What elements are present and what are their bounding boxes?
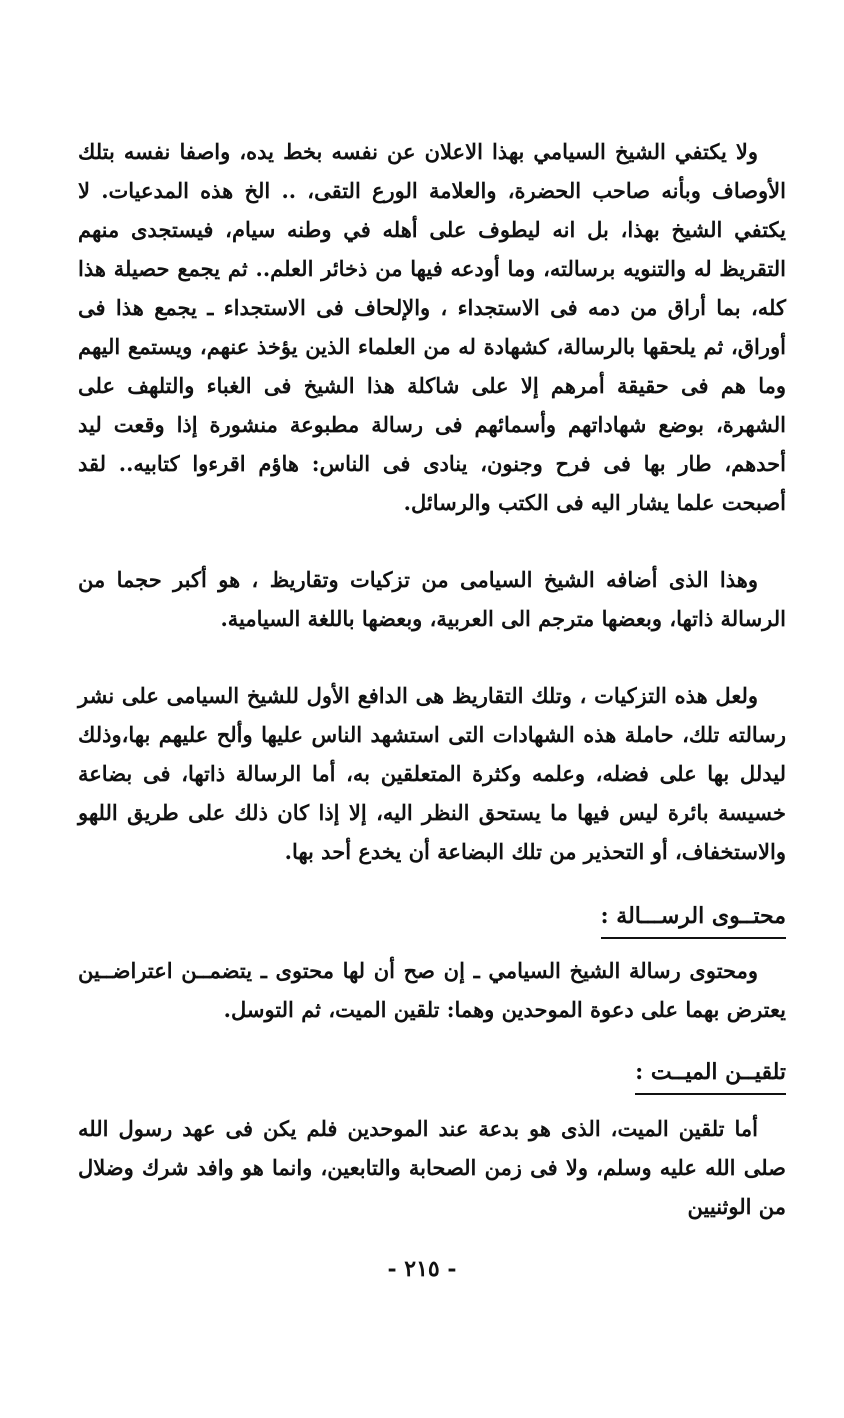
paragraph-2: وهذا الذى أضافه الشيخ السيامى من تزكيات وتقاريظ ، هو أكبر حجما من الرسالة ذاتها، وبعضها مترجم الى العربية، وبعضها باللغة السيامية. [78,567,786,631]
section-talqin-text: أما تلقين الميت، الذى هو بدعة عند الموحدين فلم يكن فى عهد رسول الله صلى الله عليه وسلم، ولا فى زمن الصحابة والتابعين، وانما هو وافد شرك وضلال من الوثنيين [78,1116,786,1219]
paragraph-1: ولا يكتفي الشيخ السيامي بهذا الاعلان عن نفسه بخط يده، واصفا نفسه بتلك الأوصاف وبأنه صاحب الحضرة، والعلامة الورع التقى، .. الخ هذه المدعيات. لا يكتفي الشيخ بهذا، بل انه ليطوف على أهله في وطنه سيام، فيستجدى منهم التقريظ له والتنويه برسالته، وما أودعه فيها من ذخائر العلم.. ثم يجمع حصيلة هذا كله، بما أراق من دمه فى الاستجداء ، والإلحاف فى الاستجداء ـ يجمع هذا فى أوراق، ثم يلحقها بالرسالة، كشهادة له من العلماء الذين يؤخذ عنهم، ويستمع اليهم وما هم فى حقيقة أمرهم إلا على شاكلة هذا الشيخ فى الغباء والتلهف على الشهرة، بوضع شهاداتهم وأسمائهم فى رسالة مطبوعة منشورة إذا وقعت ليد أحدهم، طار بها فى فرح وجنون، ينادى فى الناس: هاؤم اقرءوا كتابيه.. لقد أصبحت علما يشار اليه فى الكتب والرسائل. [78,139,786,515]
section-talqin-heading-wrap [78,1057,786,1095]
section-heading-talqin: تلقيــن الميــت : [635,1057,786,1095]
section-content-text: ومحتوى رسالة الشيخ السيامي ـ إن صح أن لها محتوى ـ يتضمــن اعتراضــين يعترض بهما على دعوة الموحدين وهما: تلقين الميت، ثم التوسل. [78,958,786,1022]
page-body [78,132,786,1226]
section-content-heading-wrap [78,901,786,939]
page-number: - ٢١٥ - [387,1256,457,1282]
section-heading-content: محتــوى الرســـالة : [601,901,786,939]
paragraph-3: ولعل هذه التزكيات ، وتلك التقاريظ هى الدافع الأول للشيخ السيامى على نشر رسالته تلك، حاملة هذه الشهادات التى استشهد الناس عليها وألح عليهم بها،وذلك ليدلل بها على فضله، وعلمه وكثرة المتعلقين به، أما الرسالة ذاتها، فى بضاعة خسيسة بائرة ليس فيها ما يستحق النظر اليه، إلا إذا كان ذلك على طريق اللهو والاستخفاف، أو التحذير من تلك البضاعة أن يخدع أحد بها. [78,683,786,864]
